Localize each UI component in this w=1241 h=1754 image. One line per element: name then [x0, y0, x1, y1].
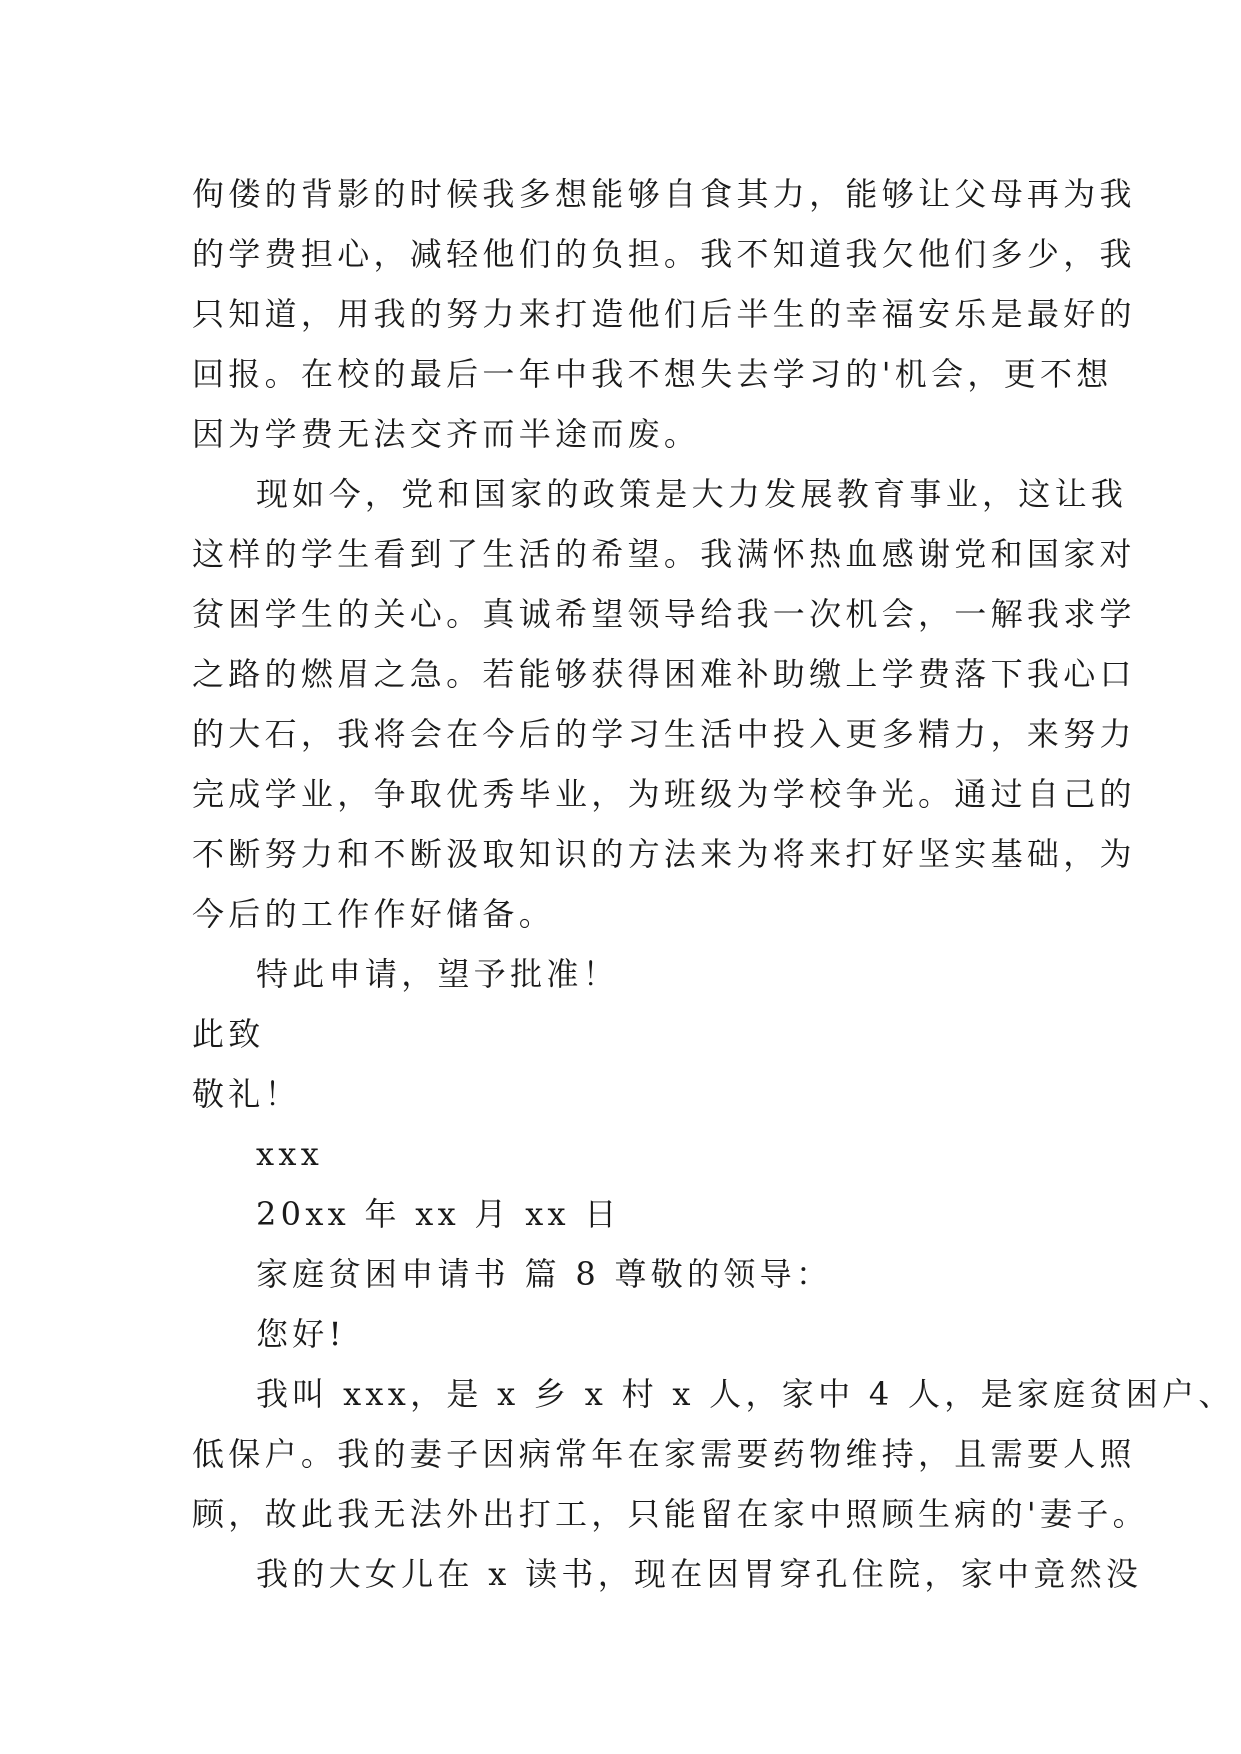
text-line: 只知道，用我的努力来打造他们后半生的幸福安乐是最好的: [192, 295, 1136, 333]
paragraph-start-line: 我的大女儿在 x 读书，现在因胃穿孔住院，家中竟然没: [256, 1555, 1143, 1593]
signature-date: 20xx 年 xx 月 xx 日: [256, 1195, 621, 1233]
text-line: 因为学费无法交齐而半途而废。: [192, 415, 701, 453]
closing-line: 此致: [192, 1015, 265, 1053]
text-line: 完成学业，争取优秀毕业，为班级为学校争光。通过自己的: [192, 775, 1136, 813]
signature-name: xxx: [256, 1135, 324, 1173]
text-line: 贫困学生的关心。真诚希望领导给我一次机会，一解我求学: [192, 595, 1136, 633]
text-line: 的大石，我将会在今后的学习生活中投入更多精力，来努力: [192, 715, 1136, 753]
text-line: 的学费担心，减轻他们的负担。我不知道我欠他们多少，我: [192, 235, 1136, 273]
text-line: 之路的燃眉之急。若能够获得困难补助缴上学费落下我心口: [192, 655, 1136, 693]
text-line: 顾，故此我无法外出打工，只能留在家中照顾生病的'妻子。: [192, 1495, 1149, 1533]
request-line: 特此申请，望予批准！: [256, 955, 620, 993]
text-line: 回报。在校的最后一年中我不想失去学习的'机会，更不想: [192, 355, 1113, 393]
text-line: 这样的学生看到了生活的希望。我满怀热血感谢党和国家对: [192, 535, 1136, 573]
text-line: 今后的工作作好储备。: [192, 895, 556, 933]
salutation-line: 敬礼！: [192, 1075, 301, 1113]
paragraph-start-line: 现如今，党和国家的政策是大力发展教育事业，这让我: [256, 475, 1128, 513]
paragraph-start-line: 我叫 xxx，是 x 乡 x 村 x 人，家中 4 人，是家庭贫困户、: [256, 1375, 1235, 1413]
text-line: 不断努力和不断汲取知识的方法来为将来打好坚实基础，为: [192, 835, 1136, 873]
section-heading-line: 家庭贫困申请书 篇 8 尊敬的领导：: [256, 1255, 833, 1293]
text-line: 低保户。我的妻子因病常年在家需要药物维持，且需要人照: [192, 1435, 1136, 1473]
document-body: [192, 164, 1235, 1604]
greeting-line: 您好!: [256, 1315, 346, 1353]
text-line: 佝偻的背影的时候我多想能够自食其力，能够让父母再为我: [192, 175, 1136, 213]
